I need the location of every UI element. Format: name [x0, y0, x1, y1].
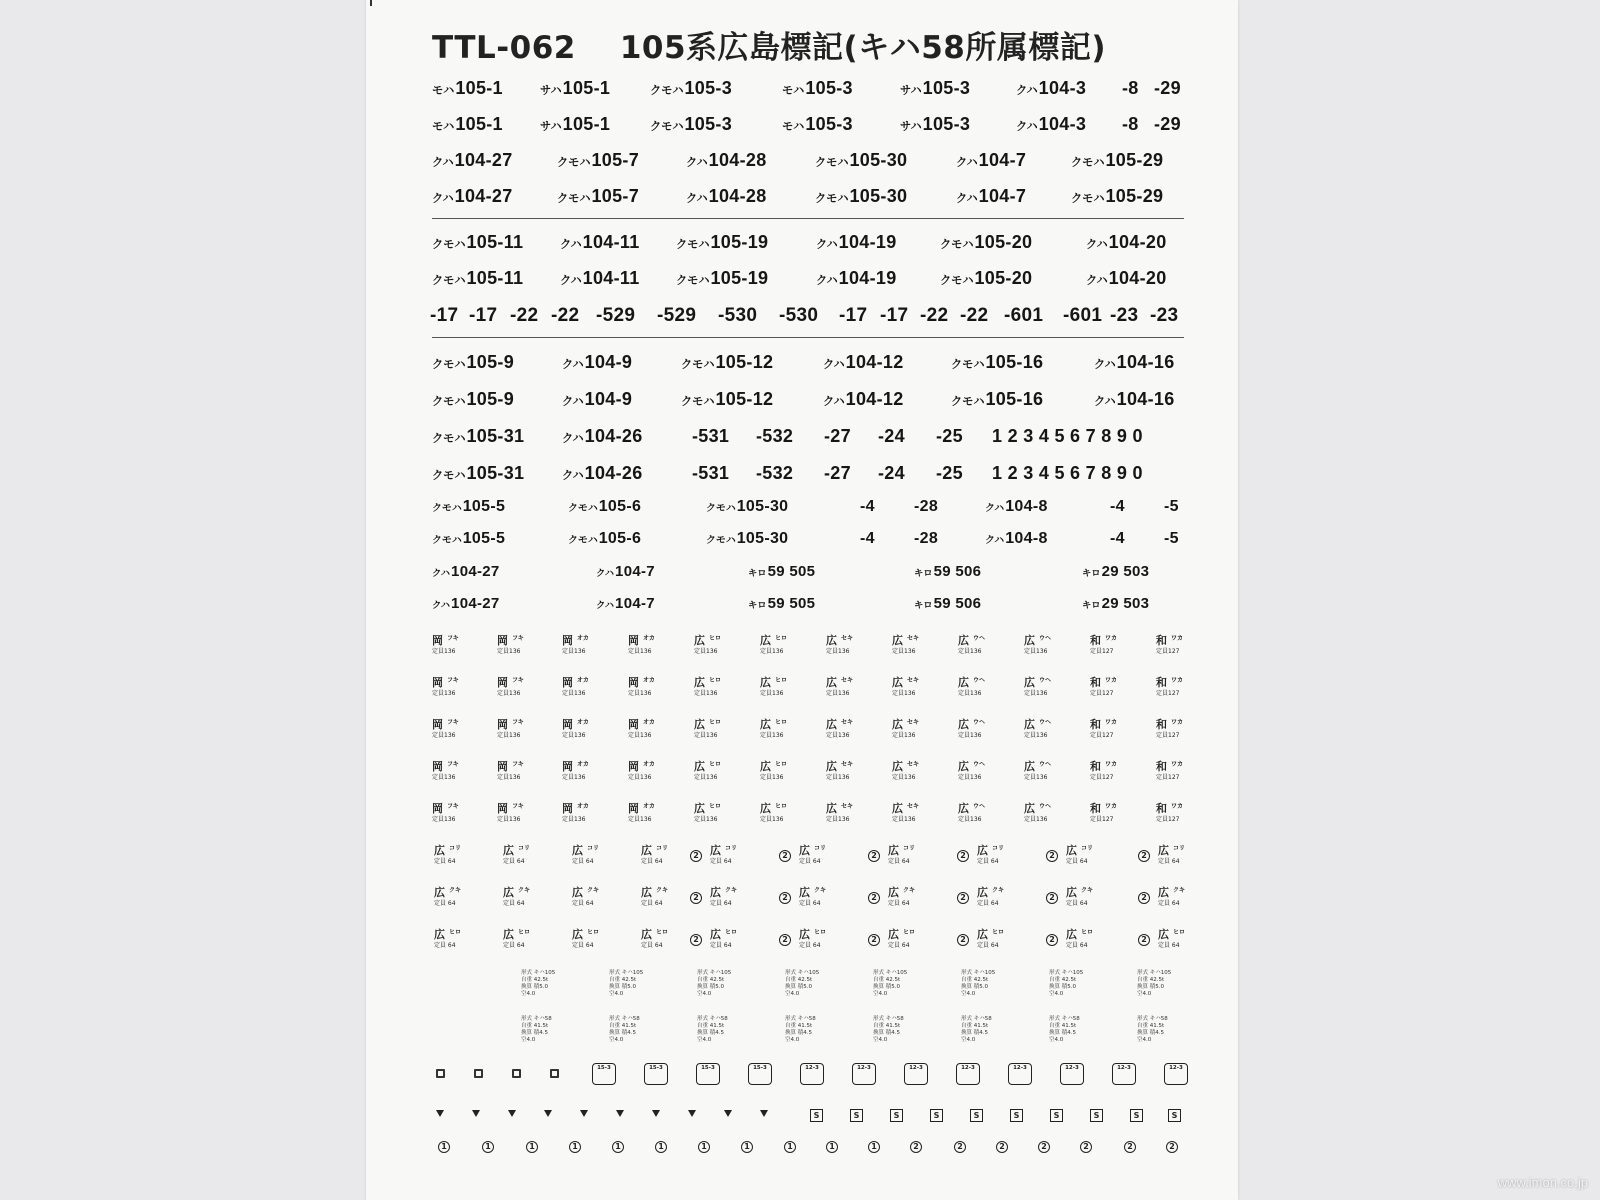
number-decal: -22 [920, 305, 949, 326]
spec-block: 形式 キハ58 自重 41.5t 換算 積4.5 空4.0 [961, 1016, 992, 1043]
depot-mark: 岡 フキ 定員136 [432, 760, 459, 781]
depot-mark: 岡 フキ 定員136 [432, 634, 459, 655]
number-decal: キロ59 505 [748, 563, 816, 580]
circle-number-icon: 1 [526, 1141, 538, 1153]
circle-number-icon: 1 [612, 1141, 624, 1153]
formation-plate: 12-3 [800, 1063, 824, 1085]
number-decal: -4 [860, 498, 875, 515]
number-decal: クハ104-27 [432, 150, 513, 170]
number-decal: -22 [960, 305, 989, 326]
depot-mark: 広 ヒロ 定員136 [694, 802, 722, 823]
number-decal: モハ105-1 [432, 114, 503, 134]
depot-mark: 広 クキ 定員 64 [503, 886, 531, 907]
number-decal: クハ104-7 [596, 563, 655, 580]
number-decal: クハ104-3 [1016, 78, 1087, 98]
number-decal: クモハ105-16 [951, 389, 1044, 409]
spec-block: 形式 キハ105 自重 42.5t 換算 積5.0 空4.0 [961, 970, 996, 997]
depot-mark: 和 ワカ 定員127 [1090, 634, 1118, 655]
depot-mark: 岡 オカ 定員136 [562, 676, 589, 697]
depot-mark: 広 ウヘ 定員136 [958, 676, 986, 697]
number-decal: クモハ105-31 [432, 426, 525, 446]
number-decal: クモハ105-7 [557, 150, 640, 170]
depot-mark: 和 ワカ 定員127 [1156, 676, 1184, 697]
circle-number-icon: 2 [1138, 934, 1150, 946]
depot-mark: 広 クキ 定員 64 [1158, 886, 1186, 907]
number-decal: クモハ105-16 [951, 352, 1044, 372]
depot-mark: 広 セキ 定員136 [892, 802, 920, 823]
circle-number-icon: 1 [868, 1141, 880, 1153]
depot-mark: 和 ワカ 定員127 [1156, 760, 1184, 781]
square-mark-icon [474, 1069, 483, 1078]
number-decal: クハ104-16 [1094, 352, 1175, 372]
number-decal: -531 [692, 426, 730, 446]
spec-block: 形式 キハ105 自重 42.5t 換算 積5.0 空4.0 [785, 970, 820, 997]
number-decal: -8 [1122, 78, 1139, 98]
number-decal: クハ104-7 [956, 150, 1027, 170]
circle-number-icon: 1 [741, 1141, 753, 1153]
depot-mark: 広 ヒロ 定員136 [760, 718, 788, 739]
number-decal: -601 [1063, 305, 1103, 326]
number-decal: クハ104-8 [985, 530, 1048, 547]
depot-mark: 広 ヒロ 定員 64 [641, 928, 669, 949]
depot-mark: 広 ウヘ 定員136 [958, 760, 986, 781]
s-box-mark: S [1168, 1109, 1181, 1122]
spec-block: 形式 キハ58 自重 41.5t 換算 積4.5 空4.0 [521, 1016, 552, 1043]
depot-mark: 広 コリ 定員 64 [799, 844, 827, 865]
spec-block: 形式 キハ105 自重 42.5t 換算 積5.0 空4.0 [873, 970, 908, 997]
depot-mark: 岡 フキ 定員136 [497, 718, 524, 739]
number-decal: クハ104-9 [562, 352, 633, 372]
number-decal: クモハ105-3 [650, 78, 733, 98]
number-decal: クハ104-26 [562, 463, 643, 483]
circle-number-icon: 2 [1046, 850, 1058, 862]
number-decal: -4 [1110, 498, 1125, 515]
formation-plate: 15-3 [748, 1063, 772, 1085]
depot-mark: 広 ウヘ 定員136 [958, 718, 986, 739]
depot-mark: 和 ワカ 定員127 [1156, 802, 1184, 823]
number-decal: クモハ105-12 [681, 389, 774, 409]
product-code: TTL-062 [432, 30, 576, 66]
depot-mark: 広 ウヘ 定員136 [1024, 634, 1052, 655]
triangle-mark-icon [724, 1110, 732, 1117]
depot-mark: 広 コリ 定員 64 [977, 844, 1005, 865]
depot-mark: 岡 オカ 定員136 [562, 802, 589, 823]
depot-mark: 広 ウヘ 定員136 [1024, 760, 1052, 781]
triangle-mark-icon [760, 1110, 768, 1117]
number-decal: -4 [1110, 530, 1125, 547]
circle-number-icon: 2 [996, 1141, 1008, 1153]
depot-mark: 広 ヒロ 定員 64 [572, 928, 600, 949]
depot-mark: 和 ワカ 定員127 [1090, 676, 1118, 697]
number-decal: クハ104-20 [1086, 232, 1167, 252]
depot-mark: 広 ヒロ 定員136 [760, 634, 788, 655]
depot-mark: 岡 オカ 定員136 [562, 760, 589, 781]
number-decal: モハ105-1 [432, 78, 503, 98]
depot-mark: 広 セキ 定員136 [892, 760, 920, 781]
depot-mark: 広 コリ 定員 64 [641, 844, 669, 865]
number-decal: -17 [839, 305, 868, 326]
number-decal: -28 [914, 498, 939, 515]
circle-number-icon: 1 [569, 1141, 581, 1153]
formation-plate: 15-3 [592, 1063, 616, 1085]
depot-mark: 広 クキ 定員 64 [977, 886, 1005, 907]
number-decal: クモハ105-30 [706, 498, 789, 515]
formation-plate: 12-3 [904, 1063, 928, 1085]
circle-number-icon: 2 [1166, 1141, 1178, 1153]
number-decal: -532 [756, 426, 794, 446]
circle-number-icon: 1 [438, 1141, 450, 1153]
spec-block: 形式 キハ105 自重 42.5t 換算 積5.0 空4.0 [1049, 970, 1084, 997]
number-decal: 1 2 3 4 5 6 7 8 9 0 [992, 463, 1143, 483]
depot-mark: 広 ヒロ 定員 64 [503, 928, 531, 949]
depot-mark: 岡 オカ 定員136 [562, 634, 589, 655]
depot-mark: 広 クキ 定員 64 [641, 886, 669, 907]
circle-number-icon: 1 [655, 1141, 667, 1153]
triangle-mark-icon [652, 1110, 660, 1117]
number-decal: サハ105-3 [900, 114, 971, 134]
depot-mark: 岡 フキ 定員136 [497, 802, 524, 823]
number-decal: モハ105-3 [782, 78, 853, 98]
depot-mark: 岡 オカ 定員136 [628, 760, 655, 781]
depot-mark: 岡 オカ 定員136 [628, 676, 655, 697]
depot-mark: 岡 フキ 定員136 [432, 718, 459, 739]
number-decal: クモハ105-30 [706, 530, 789, 547]
number-decal: クモハ105-20 [940, 232, 1033, 252]
depot-mark: 広 ヒロ 定員 64 [977, 928, 1005, 949]
number-decal: クハ104-28 [686, 186, 767, 206]
number-decal: -17 [430, 305, 459, 326]
depot-mark: 岡 オカ 定員136 [562, 718, 589, 739]
depot-mark: 岡 フキ 定員136 [497, 634, 524, 655]
depot-mark: 広 コリ 定員 64 [1158, 844, 1186, 865]
spec-block: 形式 キハ58 自重 41.5t 換算 積4.5 空4.0 [609, 1016, 640, 1043]
number-decal: -29 [1154, 78, 1181, 98]
number-decal: モハ105-3 [782, 114, 853, 134]
number-decal: クモハ105-30 [815, 186, 908, 206]
circle-number-icon: 2 [957, 934, 969, 946]
depot-mark: 広 ヒロ 定員 64 [888, 928, 916, 949]
depot-mark: 広 ウヘ 定員136 [1024, 802, 1052, 823]
circle-number-icon: 2 [1046, 892, 1058, 904]
circle-number-icon: 2 [1080, 1141, 1092, 1153]
spec-block: 形式 キハ58 自重 41.5t 換算 積4.5 空4.0 [1049, 1016, 1080, 1043]
circle-number-icon: 2 [910, 1141, 922, 1153]
depot-mark: 岡 フキ 定員136 [497, 760, 524, 781]
number-decal: -17 [469, 305, 498, 326]
s-box-mark: S [930, 1109, 943, 1122]
depot-mark: 広 セキ 定員136 [826, 676, 854, 697]
circle-number-icon: 2 [1124, 1141, 1136, 1153]
number-decal: クハ104-8 [985, 498, 1048, 515]
number-decal: クモハ105-5 [432, 498, 506, 515]
watermark: www.imon.co.jp [1497, 1175, 1588, 1190]
circle-number-icon: 2 [957, 850, 969, 862]
depot-mark: 広 クキ 定員 64 [1066, 886, 1094, 907]
depot-mark: 広 ヒロ 定員136 [694, 760, 722, 781]
spec-block: 形式 キハ58 自重 41.5t 換算 積4.5 空4.0 [785, 1016, 816, 1043]
number-decal: クハ104-27 [432, 563, 500, 580]
depot-mark: 広 ウヘ 定員136 [958, 634, 986, 655]
number-decal: -530 [779, 305, 819, 326]
depot-mark: 広 ヒロ 定員136 [694, 718, 722, 739]
circle-number-icon: 2 [1138, 850, 1150, 862]
depot-mark: 広 クキ 定員 64 [572, 886, 600, 907]
number-decal: -23 [1150, 305, 1179, 326]
number-decal: -23 [1110, 305, 1139, 326]
number-decal: サハ105-1 [540, 114, 611, 134]
number-decal: -24 [878, 463, 905, 483]
number-decal: クハ104-27 [432, 186, 513, 206]
depot-mark: 広 ヒロ 定員136 [760, 802, 788, 823]
depot-mark: 広 コリ 定員 64 [434, 844, 462, 865]
number-decal: クハ104-7 [596, 595, 655, 612]
number-decal: クモハ105-19 [676, 232, 769, 252]
depot-mark: 和 ワカ 定員127 [1090, 802, 1118, 823]
formation-plate: 12-3 [852, 1063, 876, 1085]
depot-mark: 広 ヒロ 定員 64 [799, 928, 827, 949]
formation-plate: 12-3 [1164, 1063, 1188, 1085]
circle-number-icon: 2 [1046, 934, 1058, 946]
number-decal: クハ104-28 [686, 150, 767, 170]
number-decal: クモハ105-29 [1071, 150, 1164, 170]
circle-number-icon: 1 [826, 1141, 838, 1153]
circle-number-icon: 2 [868, 850, 880, 862]
number-decal: クモハ105-12 [681, 352, 774, 372]
number-decal: -28 [914, 530, 939, 547]
number-decal: クハ104-11 [560, 268, 640, 288]
square-mark-icon [512, 1069, 521, 1078]
circle-number-icon: 1 [698, 1141, 710, 1153]
number-decal: クモハ105-9 [432, 352, 515, 372]
number-decal: クハ104-9 [562, 389, 633, 409]
depot-mark: 広 セキ 定員136 [892, 676, 920, 697]
number-decal: クハ104-3 [1016, 114, 1087, 134]
number-decal: -4 [860, 530, 875, 547]
formation-plate: 12-3 [1008, 1063, 1032, 1085]
number-decal: -25 [936, 426, 963, 446]
circle-number-icon: 2 [1038, 1141, 1050, 1153]
number-decal: クモハ105-20 [940, 268, 1033, 288]
s-box-mark: S [1090, 1109, 1103, 1122]
number-decal: クハ104-20 [1086, 268, 1167, 288]
number-decal: クハ104-19 [816, 232, 897, 252]
number-decal: -529 [596, 305, 636, 326]
formation-plate: 12-3 [956, 1063, 980, 1085]
depot-mark: 広 ヒロ 定員136 [694, 676, 722, 697]
number-decal: クモハ105-3 [650, 114, 733, 134]
formation-plate: 12-3 [1112, 1063, 1136, 1085]
spec-block: 形式 キハ105 自重 42.5t 換算 積5.0 空4.0 [521, 970, 556, 997]
number-decal: クモハ105-9 [432, 389, 515, 409]
depot-mark: 岡 オカ 定員136 [628, 802, 655, 823]
depot-mark: 和 ワカ 定員127 [1090, 760, 1118, 781]
depot-mark: 広 クキ 定員 64 [888, 886, 916, 907]
s-box-mark: S [890, 1109, 903, 1122]
number-decal: キロ59 505 [748, 595, 816, 612]
spec-block: 形式 キハ58 自重 41.5t 換算 積4.5 空4.0 [697, 1016, 728, 1043]
number-decal: -529 [657, 305, 697, 326]
number-decal: クモハ105-6 [568, 498, 642, 515]
number-decal: サハ105-3 [900, 78, 971, 98]
circle-number-icon: 2 [1138, 892, 1150, 904]
s-box-mark: S [850, 1109, 863, 1122]
number-decal: クモハ105-7 [557, 186, 640, 206]
s-box-mark: S [1010, 1109, 1023, 1122]
s-box-mark: S [1130, 1109, 1143, 1122]
depot-mark: 広 セキ 定員136 [826, 760, 854, 781]
number-decal: クモハ105-11 [432, 232, 524, 252]
s-box-mark: S [1050, 1109, 1063, 1122]
number-decal: クモハ105-30 [815, 150, 908, 170]
triangle-mark-icon [544, 1110, 552, 1117]
circle-number-icon: 2 [868, 892, 880, 904]
depot-mark: 広 ウヘ 定員136 [1024, 718, 1052, 739]
circle-number-icon: 2 [690, 892, 702, 904]
number-decal: クハ104-26 [562, 426, 643, 446]
number-decal: クモハ105-5 [432, 530, 506, 547]
number-decal: クハ104-19 [816, 268, 897, 288]
spec-block: 形式 キハ105 自重 42.5t 換算 積5.0 空4.0 [1137, 970, 1172, 997]
number-decal: -5 [1164, 498, 1179, 515]
circle-number-icon: 1 [482, 1141, 494, 1153]
depot-mark: 広 ヒロ 定員 64 [434, 928, 462, 949]
circle-number-icon: 2 [779, 934, 791, 946]
circle-number-icon: 1 [784, 1141, 796, 1153]
s-box-mark: S [970, 1109, 983, 1122]
circle-number-icon: 2 [690, 934, 702, 946]
number-decal: -17 [880, 305, 909, 326]
number-decal: クハ104-27 [432, 595, 500, 612]
number-decal: -532 [756, 463, 794, 483]
depot-mark: 広 ウヘ 定員136 [1024, 676, 1052, 697]
number-decal: クハ104-12 [823, 389, 904, 409]
number-decal: クハ104-7 [956, 186, 1027, 206]
number-decal: -8 [1122, 114, 1139, 134]
number-decal: -531 [692, 463, 730, 483]
depot-mark: 広 セキ 定員136 [826, 634, 854, 655]
square-mark-icon [550, 1069, 559, 1078]
depot-mark: 広 セキ 定員136 [892, 718, 920, 739]
number-decal: -25 [936, 463, 963, 483]
depot-mark: 広 コリ 定員 64 [503, 844, 531, 865]
number-decal: -24 [878, 426, 905, 446]
number-decal: -27 [824, 426, 851, 446]
number-decal: クハ104-11 [560, 232, 640, 252]
square-mark-icon [436, 1069, 445, 1078]
depot-mark: 広 ヒロ 定員136 [760, 676, 788, 697]
depot-mark: 岡 フキ 定員136 [432, 676, 459, 697]
formation-plate: 15-3 [696, 1063, 720, 1085]
number-decal: クモハ105-31 [432, 463, 525, 483]
depot-mark: 広 ウヘ 定員136 [958, 802, 986, 823]
triangle-mark-icon [508, 1110, 516, 1117]
circle-number-icon: 2 [779, 892, 791, 904]
depot-mark: 広 セキ 定員136 [826, 802, 854, 823]
number-decal: クモハ105-6 [568, 530, 642, 547]
circle-number-icon: 2 [954, 1141, 966, 1153]
number-decal: クハ104-12 [823, 352, 904, 372]
number-decal: -22 [551, 305, 580, 326]
depot-mark: 岡 オカ 定員136 [628, 718, 655, 739]
depot-mark: 広 コリ 定員 64 [710, 844, 738, 865]
number-decal: サハ105-1 [540, 78, 611, 98]
spec-block: 形式 キハ58 自重 41.5t 換算 積4.5 空4.0 [1137, 1016, 1168, 1043]
depot-mark: 広 コリ 定員 64 [572, 844, 600, 865]
number-decal: -29 [1154, 114, 1181, 134]
s-box-mark: S [810, 1109, 823, 1122]
depot-mark: 広 セキ 定員136 [826, 718, 854, 739]
depot-mark: 岡 フキ 定員136 [432, 802, 459, 823]
spec-block: 形式 キハ105 自重 42.5t 換算 積5.0 空4.0 [697, 970, 732, 997]
number-decal: -27 [824, 463, 851, 483]
circle-number-icon: 2 [957, 892, 969, 904]
depot-mark: 和 ワカ 定員127 [1156, 718, 1184, 739]
depot-mark: 広 ヒロ 定員 64 [710, 928, 738, 949]
depot-mark: 広 ヒロ 定員 64 [1158, 928, 1186, 949]
circle-number-icon: 2 [690, 850, 702, 862]
number-decal: キロ29 503 [1082, 563, 1150, 580]
triangle-mark-icon [688, 1110, 696, 1117]
number-decal: クモハ105-29 [1071, 186, 1164, 206]
spec-block: 形式 キハ105 自重 42.5t 換算 積5.0 空4.0 [609, 970, 644, 997]
circle-number-icon: 2 [868, 934, 880, 946]
number-decal: キロ59 506 [914, 595, 982, 612]
formation-plate: 15-3 [644, 1063, 668, 1085]
number-decal: -530 [718, 305, 758, 326]
depot-mark: 広 クキ 定員 64 [434, 886, 462, 907]
depot-mark: 広 セキ 定員136 [892, 634, 920, 655]
triangle-mark-icon [580, 1110, 588, 1117]
triangle-mark-icon [472, 1110, 480, 1117]
depot-mark: 広 ヒロ 定員136 [760, 760, 788, 781]
formation-plate: 12-3 [1060, 1063, 1084, 1085]
number-decal: クモハ105-19 [676, 268, 769, 288]
depot-mark: 広 コリ 定員 64 [888, 844, 916, 865]
depot-mark: 岡 オカ 定員136 [628, 634, 655, 655]
number-decal: キロ59 506 [914, 563, 982, 580]
depot-mark: 和 ワカ 定員127 [1090, 718, 1118, 739]
depot-mark: 広 クキ 定員 64 [799, 886, 827, 907]
circle-number-icon: 2 [779, 850, 791, 862]
depot-mark: 和 ワカ 定員127 [1156, 634, 1184, 655]
triangle-mark-icon [436, 1110, 444, 1117]
number-decal: クハ104-16 [1094, 389, 1175, 409]
depot-mark: 広 ヒロ 定員 64 [1066, 928, 1094, 949]
spec-block: 形式 キハ58 自重 41.5t 換算 積4.5 空4.0 [873, 1016, 904, 1043]
triangle-mark-icon [616, 1110, 624, 1117]
number-decal: -22 [510, 305, 539, 326]
depot-mark: 広 ヒロ 定員136 [694, 634, 722, 655]
number-decal: キロ29 503 [1082, 595, 1150, 612]
number-decal: -601 [1004, 305, 1044, 326]
product-name: 105系広島標記(キハ58所属標記) [619, 30, 1107, 66]
number-decal: クモハ105-11 [432, 268, 524, 288]
depot-mark: 広 クキ 定員 64 [710, 886, 738, 907]
depot-mark: 広 コリ 定員 64 [1066, 844, 1094, 865]
number-decal: -5 [1164, 530, 1179, 547]
depot-mark: 岡 フキ 定員136 [497, 676, 524, 697]
number-decal: 1 2 3 4 5 6 7 8 9 0 [992, 426, 1143, 446]
